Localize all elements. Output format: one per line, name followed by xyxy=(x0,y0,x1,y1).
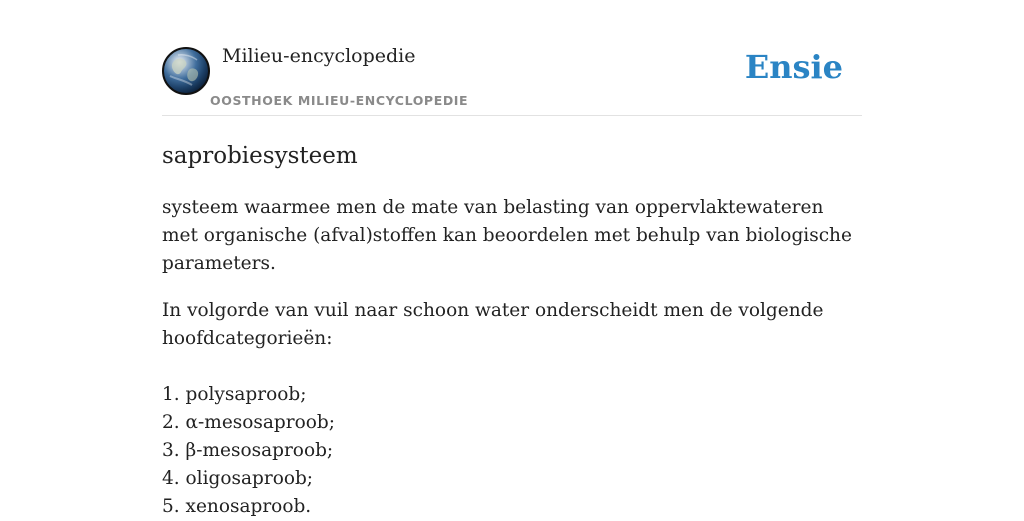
ensie-logo-link[interactable]: Ensie xyxy=(744,48,843,86)
list-item: 2. α-mesosaproob; xyxy=(162,412,335,433)
site-title[interactable]: Milieu-encyclopedie xyxy=(222,45,416,67)
definition-paragraph: systeem waarmee men de mate van belasting van oppervlaktewateren met organische (afval)stoffen kan beoordelen met behulp van biologische parameters. xyxy=(162,197,852,274)
list-item: 1. polysaproob; xyxy=(162,384,307,405)
site-subtitle: OOSTHOEK MILIEU-ENCYCLOPEDIE xyxy=(210,93,469,108)
intro-paragraph: In volgorde van vuil naar schoon water onderscheidt men de volgende hoofdcategorieën: xyxy=(162,300,824,349)
site-header xyxy=(162,0,862,116)
earth-globe-icon[interactable] xyxy=(162,47,210,95)
term-title: saprobiesysteem xyxy=(162,143,358,169)
list-item: 3. β-mesosaproob; xyxy=(162,440,334,461)
page xyxy=(162,0,862,521)
category-list xyxy=(162,381,862,521)
list-item: 4. oligosaproob; xyxy=(162,468,314,489)
list-item: 5. xenosaproob. xyxy=(162,496,312,517)
